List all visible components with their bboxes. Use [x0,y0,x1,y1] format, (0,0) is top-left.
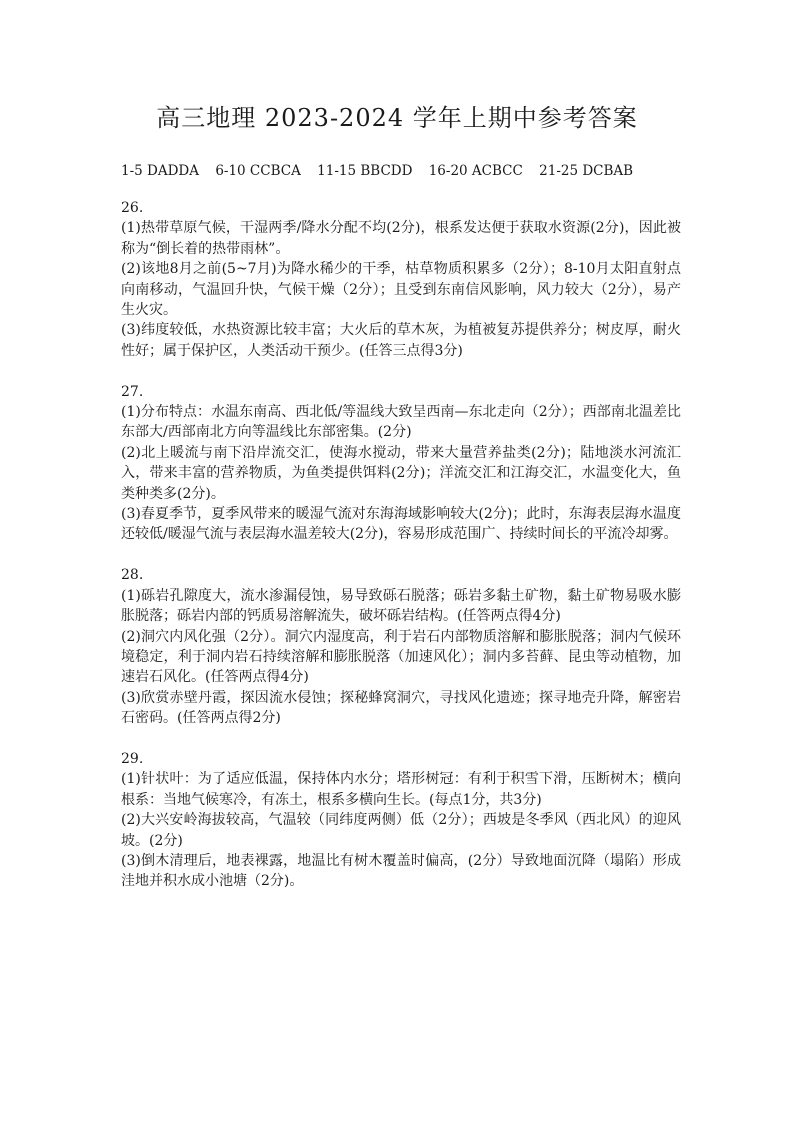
question-number: 27. [121,383,144,400]
answer-part: (1)针状叶：为了适应低温，保持体内水分；塔形树冠：有利于积雪下滑，压断树木；横向根系：当地气候寒冷，有冻土，根系多横向生长。(每点1分，共3分) [121,771,681,808]
answer-part: (3)倒木清理后，地表裸露，地温比有树木覆盖时偏高，(2分）导致地面沉降（塌陷）形成洼地并积水成小池塘（2分)。 [121,852,681,890]
answer-part: (1)分布特点：水温东南高、西北低/等温线大致呈西南—东北走向（2分）；西部南北温差比东部大/西部南北方向等温线比东部密集。(2分) [121,404,681,441]
question-28-block [121,565,681,728]
answer-part: (3)春夏季节，夏季风带来的暖湿气流对东海海域影响较大(2分)；此时，东海表层海水温度还较低/暖湿气流与表层海水温差较大(2分)，容易形成范围广、持续时间长的平流冷却雾。 [121,506,681,543]
page-title: 高三地理 2023-2024 学年上期中参考答案 [156,104,638,132]
question-number: 26. [121,200,144,216]
question-26-block [121,198,681,361]
answer-part: (2)大兴安岭海拔较高，气温较（同纬度两侧）低（2分）；西坡是冬季风（西北风）的迎风坡。(2分) [121,812,681,849]
answer-part: (3)纬度较低，水热资源比较丰富；大火后的草木灰，为植被复苏提供养分；树皮厚，耐火性好；属于保护区，人类活动干预少。(任答三点得3分) [121,322,681,359]
question-29-block [121,749,681,892]
choice-answer-group: 6-10 CCBCA [215,163,301,179]
answer-part: (2)该地8月之前(5~7月)为降水稀少的干季，枯草物质积累多（2分）；8-10月太阳直射点向南移动，气温回升快，气候干燥（2分）；且受到东南信风影响，风力较大（2分），易产生火灾。 [121,261,681,319]
answer-content [121,198,681,912]
answer-part: (1)热带草原气候，干湿两季/降水分配不均(2分)，根系发达便于获取水资源(2分)，因此被称为“倒长着的热带雨林”。 [121,220,681,257]
answer-part: (1)砾岩孔隙度大，流水渗漏侵蚀，易导致砾石脱落；砾岩多黏土矿物，黏土矿物易吸水膨胀脱落；砾岩内部的钙质易溶解流失，破坏砾岩结构。(任答两点得4分) [121,587,681,625]
question-27-block [121,382,681,545]
answer-part: (2)洞穴内风化强（2分）。洞穴内湿度高，利于岩石内部物质溶解和膨胀脱落；洞内气候环境稳定，利于洞内岩石持续溶解和膨胀脱落（加速风化）；洞内多苔藓、昆虫等动植物，加速岩石风化。(任答两点得4分) [121,628,681,686]
question-number: 28. [121,567,144,584]
choice-answer-group: 16-20 ACBCC [428,163,523,179]
choice-answer-line [121,160,645,182]
choice-answer-group: 1-5 DADDA [121,163,200,179]
choice-answer-group: 21-25 DCBAB [539,163,634,179]
question-number: 29. [121,750,144,767]
answer-part: (3)欣赏赤壁丹霞，探因流水侵蚀；探秘蜂窝洞穴，寻找风化遗迹；探寻地壳升降，解密岩石密码。(任答两点得2分) [121,689,681,727]
answer-part: (2)北上暖流与南下沿岸流交汇，使海水搅动，带来大量营养盐类(2分)；陆地淡水河流汇入，带来丰富的营养物质，为鱼类提供饵料(2分)；洋流交汇和江海交汇，水温变化大，鱼类种类多(2分)。 [121,444,681,502]
choice-answer-group: 11-15 BBCDD [317,163,413,179]
